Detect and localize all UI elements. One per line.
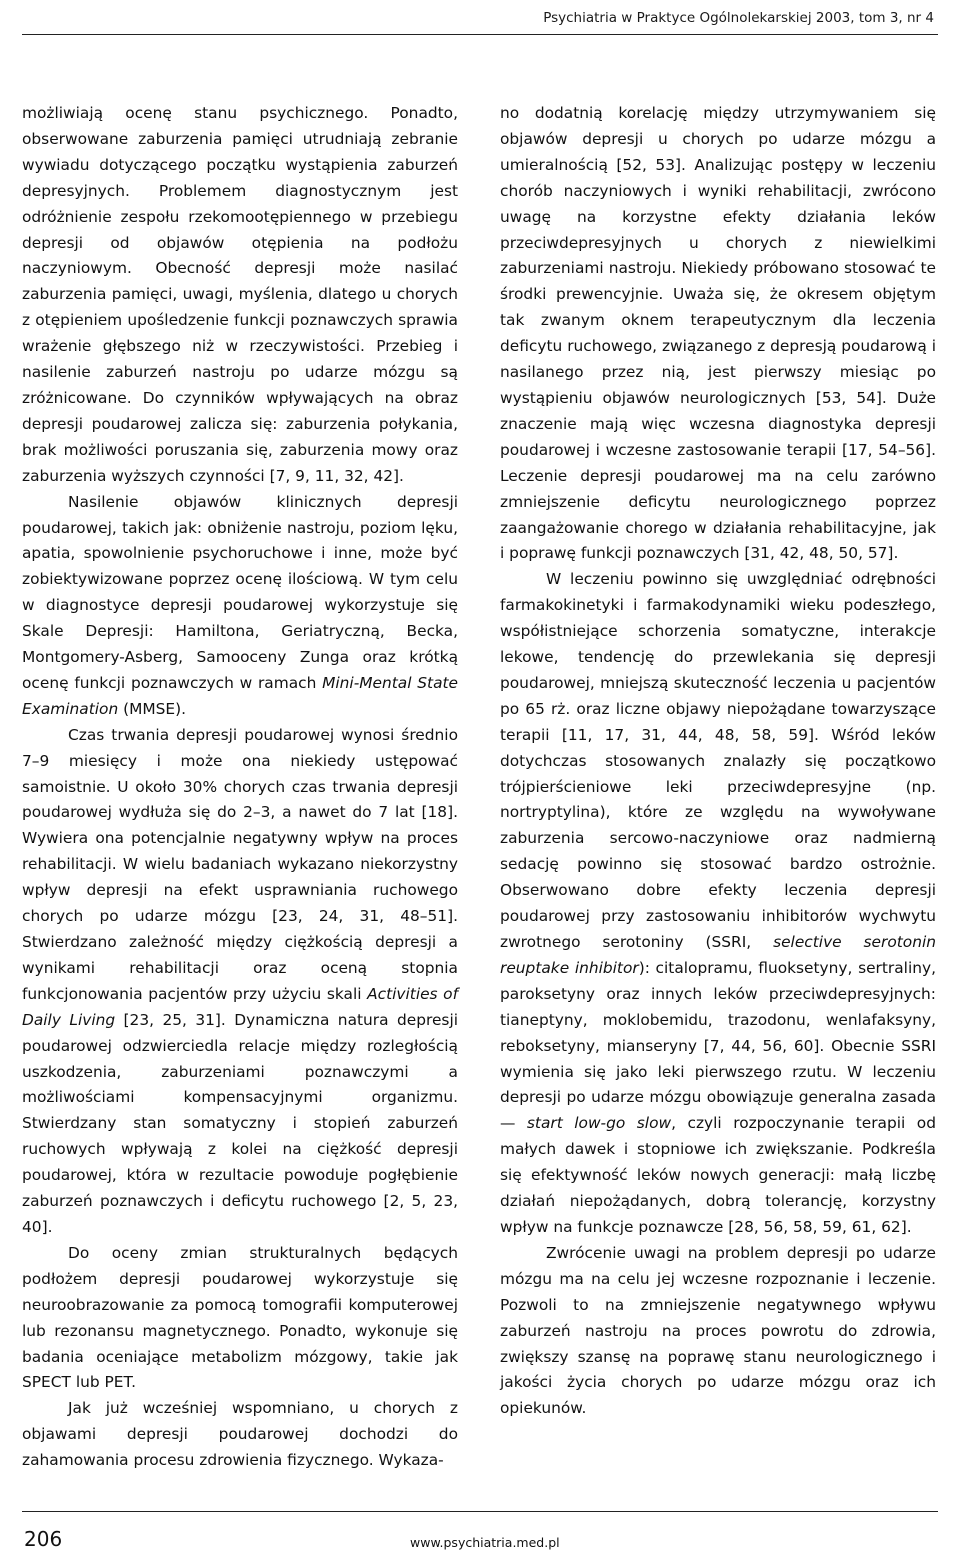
italic-term: start low-go slow bbox=[526, 1114, 672, 1133]
paragraph bbox=[500, 567, 936, 1241]
paragraph-text: [23, 25, 31]. Dynamiczna natura depresji poudarowej odzwierciedla relacje między rozległością uszkodzenia, zaburzeniami poznawczymi a możliwościami kompensacyjnymi organizmu. Stwierdzany stan somatyczny i stopień zaburzeń ruchowych wpływają z kolei na ciężkość depresji poudarowej, która w rezultacie powoduje pogłębienie zaburzeń poznawczych i deficytu ruchowego [2, 5, 23, 40]. bbox=[22, 1010, 458, 1236]
paragraph: Jak już wcześniej wspomniano, u chorych z objawami depresji poudarowej dochodzi do zahamowania procesu zdrowienia fizycznego. Wykaza- bbox=[22, 1399, 458, 1470]
paragraph-text: , czyli rozpoczynanie terapii od małych dawek i stopniowe ich zwiększanie. Podkreśla się efektywność leków nowych generacji: małą liczbę działań niepożądanych, dobrą tolerancję, korzystny wpływ na funkcje poznawcze [28, 56, 58, 59, 61, 62]. bbox=[500, 1114, 936, 1236]
footer-rule bbox=[22, 1511, 938, 1512]
paragraph-text: Nasilenie objawów klinicznych depresji poudarowej, takich jak: obniżenie nastroju, poziom lęku, apatia, spowolnienie psychoruchowe i inne, może być zobiektywizowane poprzez ocenę ilościową. W tym celu w diagnostyce depresji poudarowej wykorzystuje się Skale Depresji: Hamiltona, Geriatryczną, Becka, Montgomery-Asberg, Samooceny Zunga oraz krótką ocenę funkcji poznawczych w ramach bbox=[22, 492, 458, 692]
header-rule bbox=[22, 34, 938, 35]
right-text-column bbox=[500, 101, 936, 1422]
paragraph-text: W leczeniu powinno się uwzględniać odrębności farmakokinetyki i farmakodynamiki wieku podeszłego, współistniejące schorzenia somatyczne, interakcje lekowe, tendencję do przewlekania się depresji poudarowej, mniejszą skuteczność leczenia u pacjentów po 65 rż. oraz liczne objawy niepożądane towarzyszące terapii [11, 17, 31, 44, 48, 58, 59]. Wśród leków dotychczas stosowanych znalazły się początkowo trójpierścieniowe leki przeciwdepresyjne (np. nortryptylina), które ze względu na wywoływane zaburzenia sercowo-naczyniowe oraz nadmierną sedację powinno się stosować bardzo ostrożnie. Obserwowano dobre efekty leczenia depresji poudarowej przy zastosowaniu inhibitorów wychwytu zwrotnego serotoniny (SSRI, bbox=[500, 570, 936, 951]
paragraph-text: ): citalopramu, fluoksetyny, sertraliny, paroksetyny oraz innych leków przeciwdepresyjnych: tianeptyny, moklobemidu, trazodonu, wenlafaksyny, reboksetyny, mianseryny [7, 44, 56, 60]. Obecnie SSRI wymienia się jako leki pierwszego rzutu. W leczeniu depresji po udarze mózgu obowiązuje generalna zasada — bbox=[500, 958, 936, 1133]
left-text-column bbox=[22, 101, 458, 1474]
running-head-title: Psychiatria w Praktyce Ogólnolekarskiej 2003, tom 3, nr 4 bbox=[543, 10, 934, 26]
paragraph bbox=[22, 490, 458, 723]
paragraph: no dodatnią korelację między utrzymywaniem się objawów depresji u chorych po udarze mózgu a umieralnością [52, 53]. Analizując postępy w leczeniu chorób naczyniowych i wyniki rehabilitacji, zwrócono uwagę na korzystne efekty działania leków przeciwdepresyjnych u chorych z niewielkimi zaburzeniami nastroju. Niekiedy próbowano stosować te środki prewencyjnie. Uważa się, że okresem objętym tak zwanym oknem terapeutycznym dla leczenia deficytu ruchowego, związanego z depresją poudarową i nasilanego przez nią, jest pierwszy miesiąc po wystąpieniu objawów neurologicznych [53, 54]. Duże znaczenie mają więc wczesna diagnostyka depresji poudarowej i wczesne zastosowanie terapii [17, 54–56]. Leczenie depresji poudarowej ma na celu zarówno zmniejszenie deficytu neurologicznego poprzez zaangażowanie chorego w działania rehabilitacyjne, jak i poprawę funkcji poznawczych [31, 42, 48, 50, 57]. bbox=[500, 104, 936, 563]
italic-term: Activities of Daily Living bbox=[22, 984, 458, 1029]
paragraph-text: Czas trwania depresji poudarowej wynosi średnio 7–9 miesięcy i może ona niekiedy ustępować samoistnie. U około 30% chorych czas trwania depresji poudarowej wydłuża się do 2–3, a nawet do 7 lat [18]. Wywiera ona potencjalnie negatywny wpływ na proces rehabilitacji. W wielu badaniach wykazano niekorzystny wpływ depresji na efekt usprawniania ruchowego chorych po udarze mózgu [23, 24, 31, 48–51]. Stwierdzano zależność między ciężkością depresji a wynikami rehabilitacji oraz oceną stopnia funkcjonowania pacjentów przy użyciu skali bbox=[22, 725, 458, 1003]
page-number: 206 bbox=[24, 1527, 63, 1551]
italic-term: Mini-Mental State Examination bbox=[22, 673, 459, 718]
paragraph: Do oceny zmian strukturalnych będących podłożem depresji poudarowej wykorzystuje się neuroobrazowanie za pomocą tomografii komputerowej lub rezonansu magnetycznego. Ponadto, wykonuje się badania oceniające metabolizm mózgowy, takie jak SPECT lub PET. bbox=[22, 1243, 458, 1392]
paragraph: Zwrócenie uwagi na problem depresji po udarze mózgu ma na celu jej wczesne rozpoznanie i leczenie. Pozwoli to na zmniejszenie negatywnego wpływu zaburzeń nastroju na proces powrotu do zdrowia, zwiększy szansę na poprawę stanu neurologicznego i jakości życia chorych po udarze mózgu oraz ich opiekunów. bbox=[500, 1243, 936, 1418]
paragraph bbox=[22, 723, 458, 1241]
paragraph: możliwiają ocenę stanu psychicznego. Ponadto, obserwowane zaburzenia pamięci utrudniają zebranie wywiadu dotyczącego początku wystąpienia zaburzeń depresyjnych. Problemem diagnostycznym jest odróżnienie zespołu rzekomootępiennego w przebiegu depresji od objawów otępienia na podłożu naczyniowym. Obecność depresji może nasilać zaburzenia pamięci, uwagi, myślenia, dlatego u chorych z otępieniem upośledzenie funkcji poznawczych sprawia wrażenie głębszego niż w rzeczywistości. Przebieg i nasilenie zaburzeń nastroju po udarze mózgu są zróżnicowane. Do czynników wpływających na obraz depresji poudarowej zalicza się: zaburzenia połykania, brak możliwości poruszania się, zaburzenia mowy oraz zaburzenia wyższych czynności [7, 9, 11, 32, 42]. bbox=[22, 104, 458, 485]
italic-term: selective serotonin reuptake inhibitor bbox=[500, 933, 936, 977]
paragraph-text: (MMSE). bbox=[118, 699, 187, 718]
website-link[interactable]: www.psychiatria.med.pl bbox=[410, 1535, 560, 1550]
